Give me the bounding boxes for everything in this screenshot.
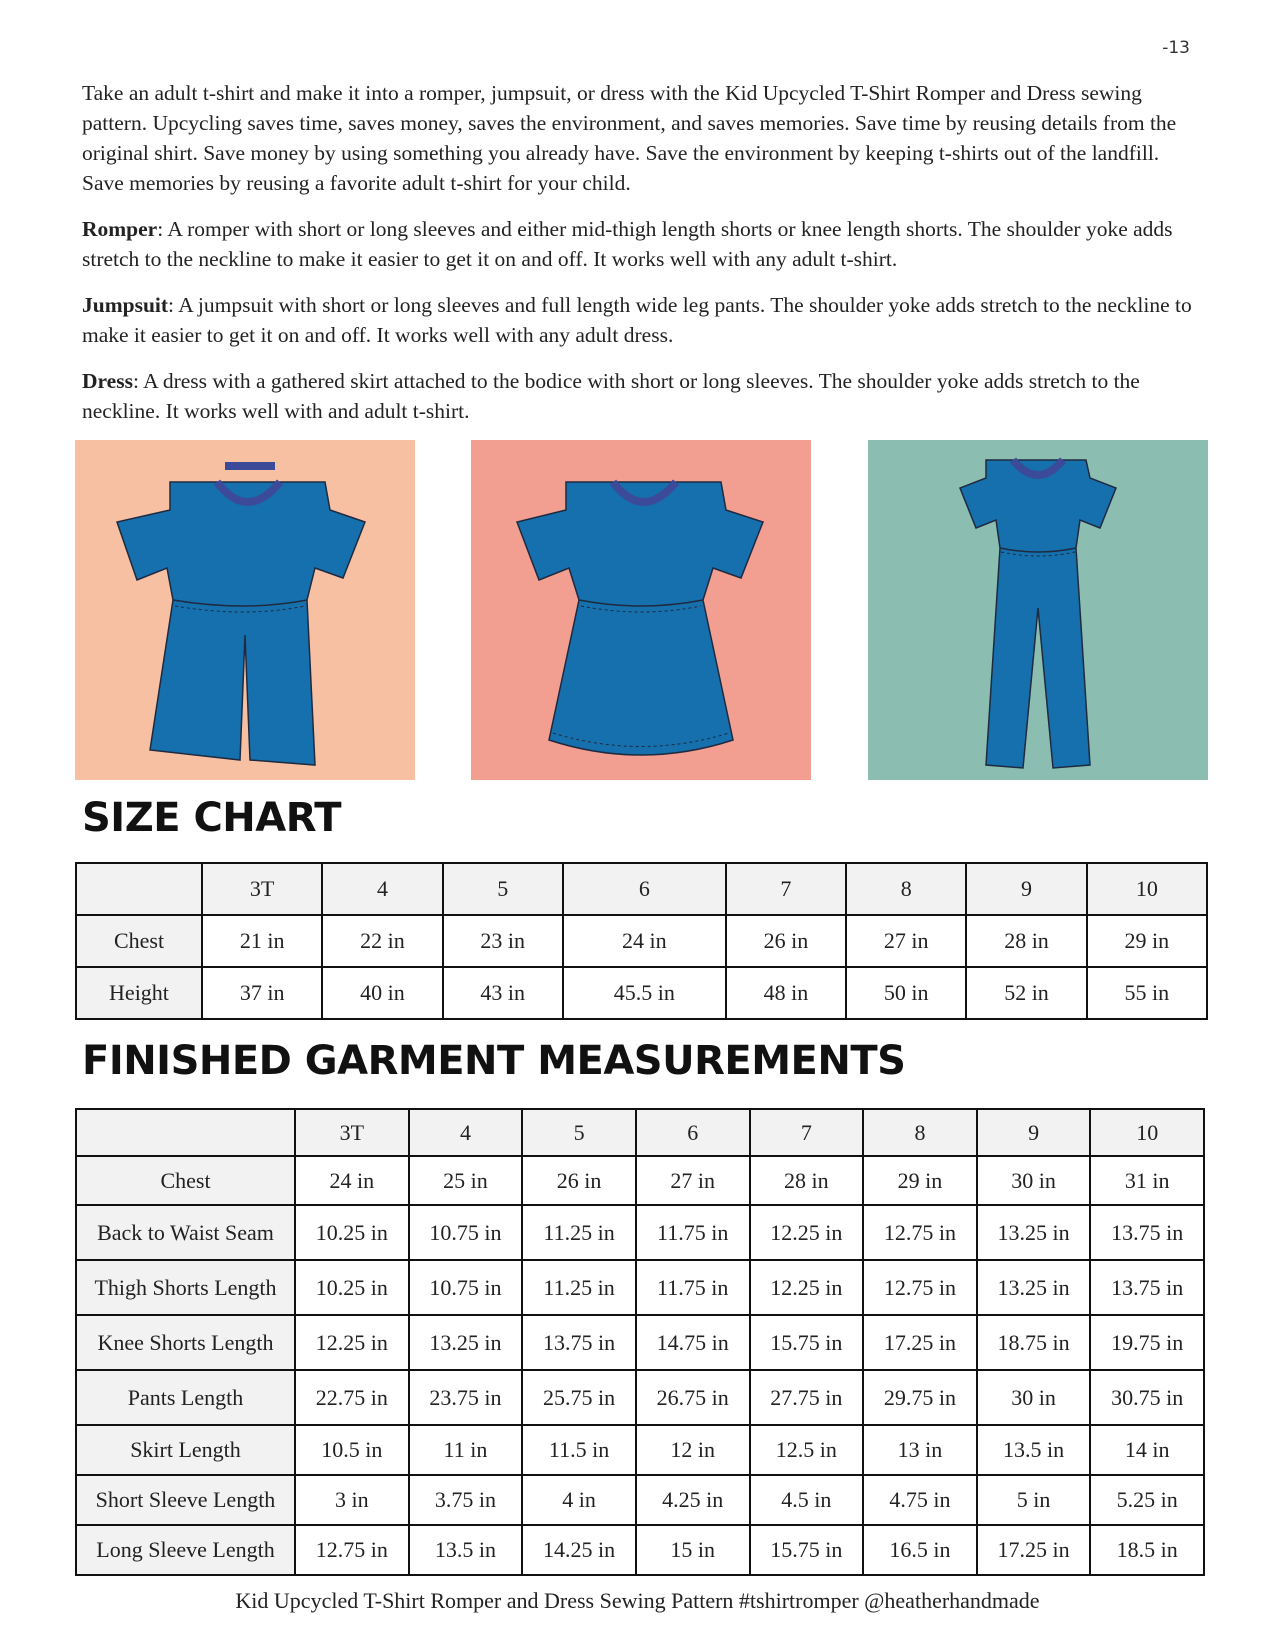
table-cell: 43 in — [443, 967, 563, 1019]
row-label: Chest — [76, 1156, 295, 1205]
table-row — [76, 967, 1207, 1019]
row-label: Short Sleeve Length — [76, 1475, 295, 1525]
dress-illustration — [471, 440, 811, 780]
table-cell: 11.5 in — [522, 1425, 636, 1475]
table-cell: 28 in — [966, 915, 1086, 967]
row-label: Long Sleeve Length — [76, 1525, 295, 1575]
size-header: 4 — [409, 1109, 523, 1156]
row-label: Back to Waist Seam — [76, 1205, 295, 1260]
table-cell: 10.25 in — [295, 1205, 409, 1260]
size-header: 10 — [1090, 1109, 1204, 1156]
table-cell: 13.25 in — [409, 1315, 523, 1370]
table-cell: 37 in — [202, 967, 322, 1019]
row-label: Pants Length — [76, 1370, 295, 1425]
row-label: Thigh Shorts Length — [76, 1260, 295, 1315]
finished-measurements-table — [75, 1108, 1205, 1576]
corner-cell — [76, 1109, 295, 1156]
table-cell: 11.25 in — [522, 1205, 636, 1260]
table-cell: 11.25 in — [522, 1260, 636, 1315]
table-cell: 25.75 in — [522, 1370, 636, 1425]
table-cell: 12.25 in — [750, 1260, 864, 1315]
intro-paragraph: Take an adult t-shirt and make it into a romper, jumpsuit, or dress with the Kid Upcycled T-Shirt Romper and Dress sewing pattern. Upcycling saves time, saves money, saves the environment, and saves memories. Save time by reusing details from the original shirt. Save money by using something you already have. Save the environment by keeping t-shirts out of the landfill. Save memories by reusing a favorite adult t-shirt for your child. — [82, 81, 1177, 195]
row-label: Chest — [76, 915, 202, 967]
table-cell: 5 in — [977, 1475, 1091, 1525]
table-row — [76, 1475, 1204, 1525]
size-chart-title: SIZE CHART — [82, 795, 342, 841]
table-cell: 10.75 in — [409, 1260, 523, 1315]
table-row — [76, 1370, 1204, 1425]
table-row — [76, 1205, 1204, 1260]
table-cell: 12.25 in — [295, 1315, 409, 1370]
table-cell: 27 in — [636, 1156, 750, 1205]
table-cell: 4.25 in — [636, 1475, 750, 1525]
table-cell: 52 in — [966, 967, 1086, 1019]
table-cell: 13.25 in — [977, 1205, 1091, 1260]
size-header: 6 — [563, 863, 726, 915]
table-cell: 14.25 in — [522, 1525, 636, 1575]
table-cell: 4.5 in — [750, 1475, 864, 1525]
row-label: Skirt Length — [76, 1425, 295, 1475]
finished-measurements-title: FINISHED GARMENT MEASUREMENTS — [82, 1038, 906, 1084]
table-cell: 26 in — [522, 1156, 636, 1205]
table-cell: 11 in — [409, 1425, 523, 1475]
table-row — [76, 915, 1207, 967]
table-cell: 18.75 in — [977, 1315, 1091, 1370]
table-cell: 13.5 in — [977, 1425, 1091, 1475]
table-cell: 45.5 in — [563, 967, 726, 1019]
table-cell: 55 in — [1087, 967, 1207, 1019]
size-chart-table — [75, 862, 1208, 1020]
table-row — [76, 1260, 1204, 1315]
size-header: 3T — [295, 1109, 409, 1156]
romper-description: Romper: A romper with short or long sleeves and either mid-thigh length shorts or knee length shorts. The shoulder yoke adds stretch to the neckline to make it easier to get it on and off. It works well with any adult t-shirt. — [82, 217, 1173, 271]
table-cell: 13.75 in — [1090, 1260, 1204, 1315]
table-cell: 11.75 in — [636, 1205, 750, 1260]
table-cell: 4.75 in — [863, 1475, 977, 1525]
jumpsuit-description: Jumpsuit: A jumpsuit with short or long sleeves and full length wide leg pants. The shoulder yoke adds stretch to the neckline to make it easier to get it on and off. It works well with any adult dress. — [82, 293, 1192, 347]
table-cell: 10.75 in — [409, 1205, 523, 1260]
table-cell: 19.75 in — [1090, 1315, 1204, 1370]
table-cell: 5.25 in — [1090, 1475, 1204, 1525]
table-cell: 10.25 in — [295, 1260, 409, 1315]
table-cell: 10.5 in — [295, 1425, 409, 1475]
table-cell: 29 in — [863, 1156, 977, 1205]
size-header: 9 — [966, 863, 1086, 915]
table-cell: 48 in — [726, 967, 846, 1019]
table-cell: 12 in — [636, 1425, 750, 1475]
table-cell: 12.5 in — [750, 1425, 864, 1475]
romper-label: Romper — [82, 217, 158, 241]
table-cell: 23.75 in — [409, 1370, 523, 1425]
table-row — [76, 1156, 1204, 1205]
table-cell: 3.75 in — [409, 1475, 523, 1525]
intro-text — [82, 78, 1197, 442]
table-cell: 14.75 in — [636, 1315, 750, 1370]
table-row — [76, 1425, 1204, 1475]
size-header: 8 — [846, 863, 966, 915]
table-cell: 15.75 in — [750, 1525, 864, 1575]
size-header: 5 — [443, 863, 563, 915]
table-cell: 18.5 in — [1090, 1525, 1204, 1575]
table-cell: 21 in — [202, 915, 322, 967]
table-cell: 13.25 in — [977, 1260, 1091, 1315]
size-header: 7 — [726, 863, 846, 915]
size-header-row — [76, 863, 1207, 915]
table-cell: 25 in — [409, 1156, 523, 1205]
table-cell: 17.25 in — [863, 1315, 977, 1370]
jumpsuit-illustration — [868, 440, 1208, 780]
page-number: -13 — [1162, 38, 1190, 58]
table-cell: 23 in — [443, 915, 563, 967]
table-cell: 13.75 in — [522, 1315, 636, 1370]
table-cell: 13.75 in — [1090, 1205, 1204, 1260]
table-cell: 24 in — [295, 1156, 409, 1205]
dress-label: Dress — [82, 369, 133, 393]
dress-description: Dress: A dress with a gathered skirt attached to the bodice with short or long sleeves. The shoulder yoke adds stretch to the neckline. It works well with and adult t-shirt. — [82, 369, 1140, 423]
size-header: 9 — [977, 1109, 1091, 1156]
table-cell: 4 in — [522, 1475, 636, 1525]
table-cell: 28 in — [750, 1156, 864, 1205]
table-cell: 12.75 in — [295, 1525, 409, 1575]
table-cell: 22 in — [322, 915, 442, 967]
size-header: 3T — [202, 863, 322, 915]
table-cell: 13 in — [863, 1425, 977, 1475]
table-cell: 26 in — [726, 915, 846, 967]
table-cell: 12.25 in — [750, 1205, 864, 1260]
corner-cell — [76, 863, 202, 915]
size-header: 7 — [750, 1109, 864, 1156]
table-row — [76, 1525, 1204, 1575]
size-header-row — [76, 1109, 1204, 1156]
table-cell: 3 in — [295, 1475, 409, 1525]
table-cell: 40 in — [322, 967, 442, 1019]
size-header: 6 — [636, 1109, 750, 1156]
table-cell: 11.75 in — [636, 1260, 750, 1315]
table-cell: 16.5 in — [863, 1525, 977, 1575]
footer-text: Kid Upcycled T-Shirt Romper and Dress Sewing Pattern #tshirtromper @heatherhandmade — [235, 1588, 1040, 1613]
table-cell: 12.75 in — [863, 1205, 977, 1260]
size-header: 8 — [863, 1109, 977, 1156]
table-cell: 27.75 in — [750, 1370, 864, 1425]
size-header: 5 — [522, 1109, 636, 1156]
table-cell: 22.75 in — [295, 1370, 409, 1425]
table-cell: 12.75 in — [863, 1260, 977, 1315]
table-cell: 17.25 in — [977, 1525, 1091, 1575]
table-cell: 14 in — [1090, 1425, 1204, 1475]
row-label: Height — [76, 967, 202, 1019]
table-cell: 29 in — [1087, 915, 1207, 967]
table-cell: 27 in — [846, 915, 966, 967]
table-cell: 26.75 in — [636, 1370, 750, 1425]
romper-illustration — [75, 440, 415, 780]
table-cell: 15.75 in — [750, 1315, 864, 1370]
table-cell: 30.75 in — [1090, 1370, 1204, 1425]
table-cell: 29.75 in — [863, 1370, 977, 1425]
row-label: Knee Shorts Length — [76, 1315, 295, 1370]
table-row — [76, 1315, 1204, 1370]
table-cell: 15 in — [636, 1525, 750, 1575]
size-header: 10 — [1087, 863, 1207, 915]
size-header: 4 — [322, 863, 442, 915]
table-cell: 50 in — [846, 967, 966, 1019]
table-cell: 24 in — [563, 915, 726, 967]
table-cell: 30 in — [977, 1156, 1091, 1205]
table-cell: 30 in — [977, 1370, 1091, 1425]
table-cell: 13.5 in — [409, 1525, 523, 1575]
table-cell: 31 in — [1090, 1156, 1204, 1205]
jumpsuit-label: Jumpsuit — [82, 293, 169, 317]
